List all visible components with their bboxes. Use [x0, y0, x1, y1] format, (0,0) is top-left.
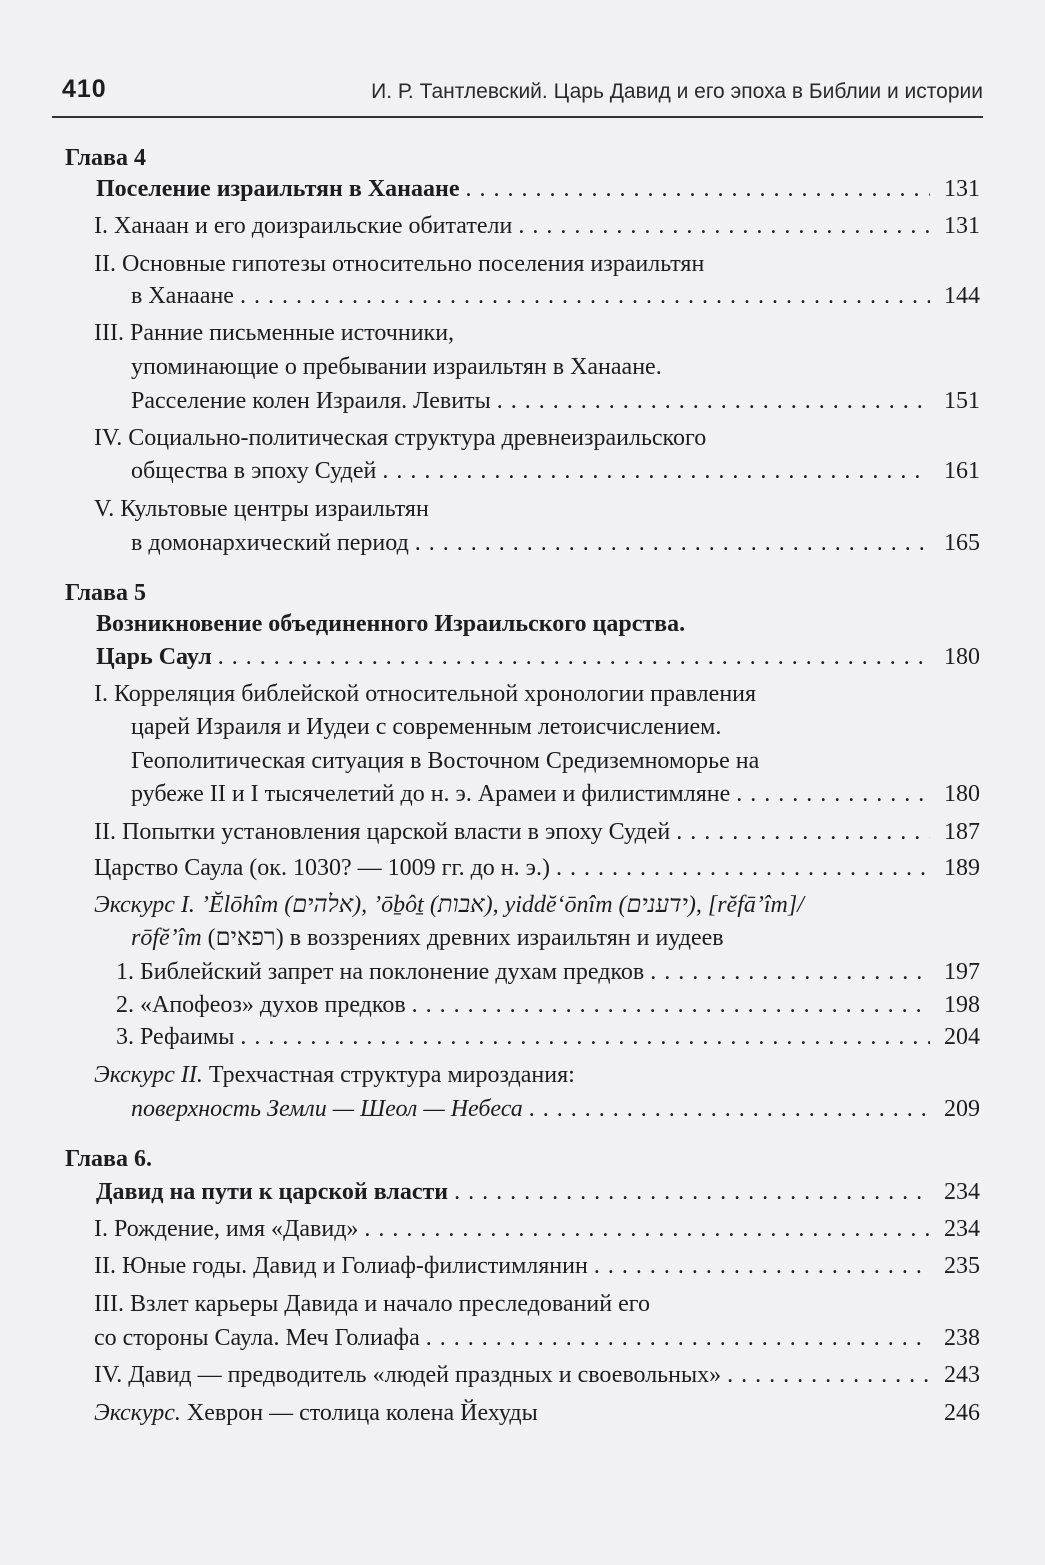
section-title-cont: рубеже II и I тысячелетий до н. э. Арамеи и филистимляне [131, 781, 731, 807]
excursus-title-cont: поверхность Земли — Шеол — Небеса [131, 1096, 523, 1122]
dot-leader [676, 817, 930, 847]
page-ref: 243 [944, 1362, 980, 1388]
chapter-5-label: Глава 5 [65, 580, 146, 606]
page-ref: 197 [944, 959, 980, 985]
dot-leader [426, 1323, 930, 1353]
toc-entry[interactable] [131, 456, 980, 486]
dot-leader [727, 1360, 930, 1390]
page-ref: 161 [944, 458, 980, 484]
dot-leader [736, 779, 930, 809]
dot-leader [556, 853, 930, 883]
toc-entry[interactable] [96, 642, 980, 672]
toc-entry[interactable] [96, 1177, 980, 1207]
toc-entry[interactable] [96, 174, 980, 204]
subsection-title: 2. «Апофеоз» духов предков [116, 992, 406, 1018]
dot-leader [650, 957, 930, 987]
page-ref: 204 [944, 1024, 980, 1050]
page-ref: 209 [944, 1096, 980, 1122]
dot-leader [518, 211, 930, 241]
toc-entry[interactable] [131, 281, 980, 311]
toc-entry[interactable] [94, 1323, 980, 1353]
section-title: II. Юные годы. Давид и Голиаф-филистимлянин [94, 1253, 588, 1279]
page-number: 410 [62, 75, 107, 103]
dot-leader [382, 456, 930, 486]
excursus-title: ’Ĕlōhîm (אלהים), ’ōḇôṯ (אבות), yiddĕ‘ōnîm (ידענים), [rĕfā’îm]/ [200, 892, 804, 918]
dot-leader [594, 1251, 930, 1281]
page-ref: 235 [944, 1253, 980, 1279]
section-title: III. Ранние письменные источники, [94, 320, 455, 346]
page-ref: 187 [944, 819, 980, 845]
excursus-title: Трехчастная структура мироздания: [208, 1062, 575, 1088]
toc-entry[interactable] [94, 1398, 980, 1428]
dot-leader [240, 1022, 930, 1052]
section-title-cont: Расселение колен Израиля. Левиты [131, 388, 491, 414]
section-title: II. Попытки установления царской власти в эпоху Судей [94, 819, 671, 845]
chapter-5-title-cont: Царь Саул [96, 644, 212, 670]
excursus-title-cont: (רפאים) в воззрениях древних израильтян и иудеев [207, 925, 724, 951]
excursus-1 [94, 890, 1045, 920]
excursus-label: Экскурс. [94, 1400, 181, 1426]
page-ref: 234 [944, 1216, 980, 1242]
toc-entry[interactable] [131, 779, 980, 809]
page-ref: 246 [944, 1400, 980, 1426]
toc-entry[interactable] [94, 1251, 980, 1281]
toc-entry[interactable] [94, 1214, 980, 1244]
dot-leader [497, 386, 930, 416]
dot-leader [240, 281, 930, 311]
toc-entry[interactable] [116, 990, 980, 1020]
page-ref: 198 [944, 992, 980, 1018]
excursus-1-cont [131, 923, 1045, 953]
page-header [62, 70, 983, 104]
running-title: И. Р. Тантлевский. Царь Давид и его эпоха в Библии и истории [371, 80, 983, 103]
toc-entry[interactable] [94, 1360, 980, 1390]
toc-entry[interactable] [131, 528, 980, 558]
subsection-title: 3. Рефаимы [116, 1024, 235, 1050]
subsection-title: 1. Библейский запрет на поклонение духам предков [116, 959, 645, 985]
section-title-cont: со стороны Саула. Меч Голиафа [94, 1325, 420, 1351]
header-rule [52, 116, 983, 118]
excursus-label: Экскурс II. [94, 1062, 203, 1088]
excursus-title: Хеврон — столица колена Йехуды [186, 1400, 538, 1426]
chapter-4-title: Поселение израильтян в Ханаане [96, 176, 460, 202]
chapter-4-label: Глава 4 [65, 145, 146, 171]
dot-leader [465, 174, 930, 204]
section-title-cont: в Ханаане [131, 283, 234, 309]
chapter-5-title: Возникновение объединенного Израильского царства. [96, 611, 686, 637]
dot-leader [529, 1094, 930, 1124]
page-ref: 165 [944, 530, 980, 556]
page-ref: 180 [944, 644, 980, 670]
section-title: II. Основные гипотезы относительно поселения израильтян [94, 251, 705, 277]
page-ref: 151 [944, 388, 980, 414]
section-title: I. Корреляция библейской относительной хронологии правления [94, 681, 757, 707]
page-ref: 189 [944, 855, 980, 881]
section-title-cont: общества в эпоху Судей [131, 458, 377, 484]
section-title-cont: Геополитическая ситуация в Восточном Средиземноморье на [131, 748, 760, 774]
page-ref: 131 [944, 176, 980, 202]
section-title-cont: царей Израиля и Иудеи с современным летоисчислением. [131, 714, 722, 740]
toc-entry[interactable] [131, 386, 980, 416]
page-ref: 180 [944, 781, 980, 807]
toc-entry[interactable] [116, 957, 980, 987]
toc-entry[interactable] [94, 211, 980, 241]
section-title-cont: в домонархический период [131, 530, 409, 556]
excursus-2 [94, 1060, 1045, 1090]
toc-entry[interactable] [94, 853, 980, 883]
dot-leader [364, 1214, 930, 1244]
excursus [94, 1398, 538, 1428]
toc-entry[interactable] [116, 1022, 980, 1052]
page-ref: 238 [944, 1325, 980, 1351]
excursus-term: rōfĕ’îm [131, 925, 202, 951]
dot-leader [415, 528, 930, 558]
page-ref: 234 [944, 1179, 980, 1205]
section-title-cont: упоминающие о пребывании израильтян в Ханаане. [131, 354, 662, 380]
section-title: Царство Саула (ок. 1030? — 1009 гг. до н. э.) [94, 855, 550, 881]
page-ref: 131 [944, 213, 980, 239]
section-title: III. Взлет карьеры Давида и начало преследований его [94, 1291, 650, 1317]
toc-entry[interactable] [131, 1094, 980, 1124]
excursus-label: Экскурс I. [94, 892, 195, 918]
section-title: V. Культовые центры израильтян [94, 496, 429, 522]
toc-entry[interactable] [94, 817, 980, 847]
section-title: IV. Давид — предводитель «людей праздных и своевольных» [94, 1362, 722, 1388]
section-title: I. Рождение, имя «Давид» [94, 1216, 359, 1242]
dot-leader [412, 990, 930, 1020]
chapter-6-title: Давид на пути к царской власти [96, 1179, 449, 1205]
dot-leader [218, 642, 930, 672]
section-title: IV. Социально-политическая структура древнеизраильского [94, 425, 707, 451]
chapter-6-label: Глава 6. [65, 1146, 152, 1172]
page-ref: 144 [944, 283, 980, 309]
dot-leader [454, 1177, 930, 1207]
section-title: I. Ханаан и его доизраильские обитатели [94, 213, 513, 239]
